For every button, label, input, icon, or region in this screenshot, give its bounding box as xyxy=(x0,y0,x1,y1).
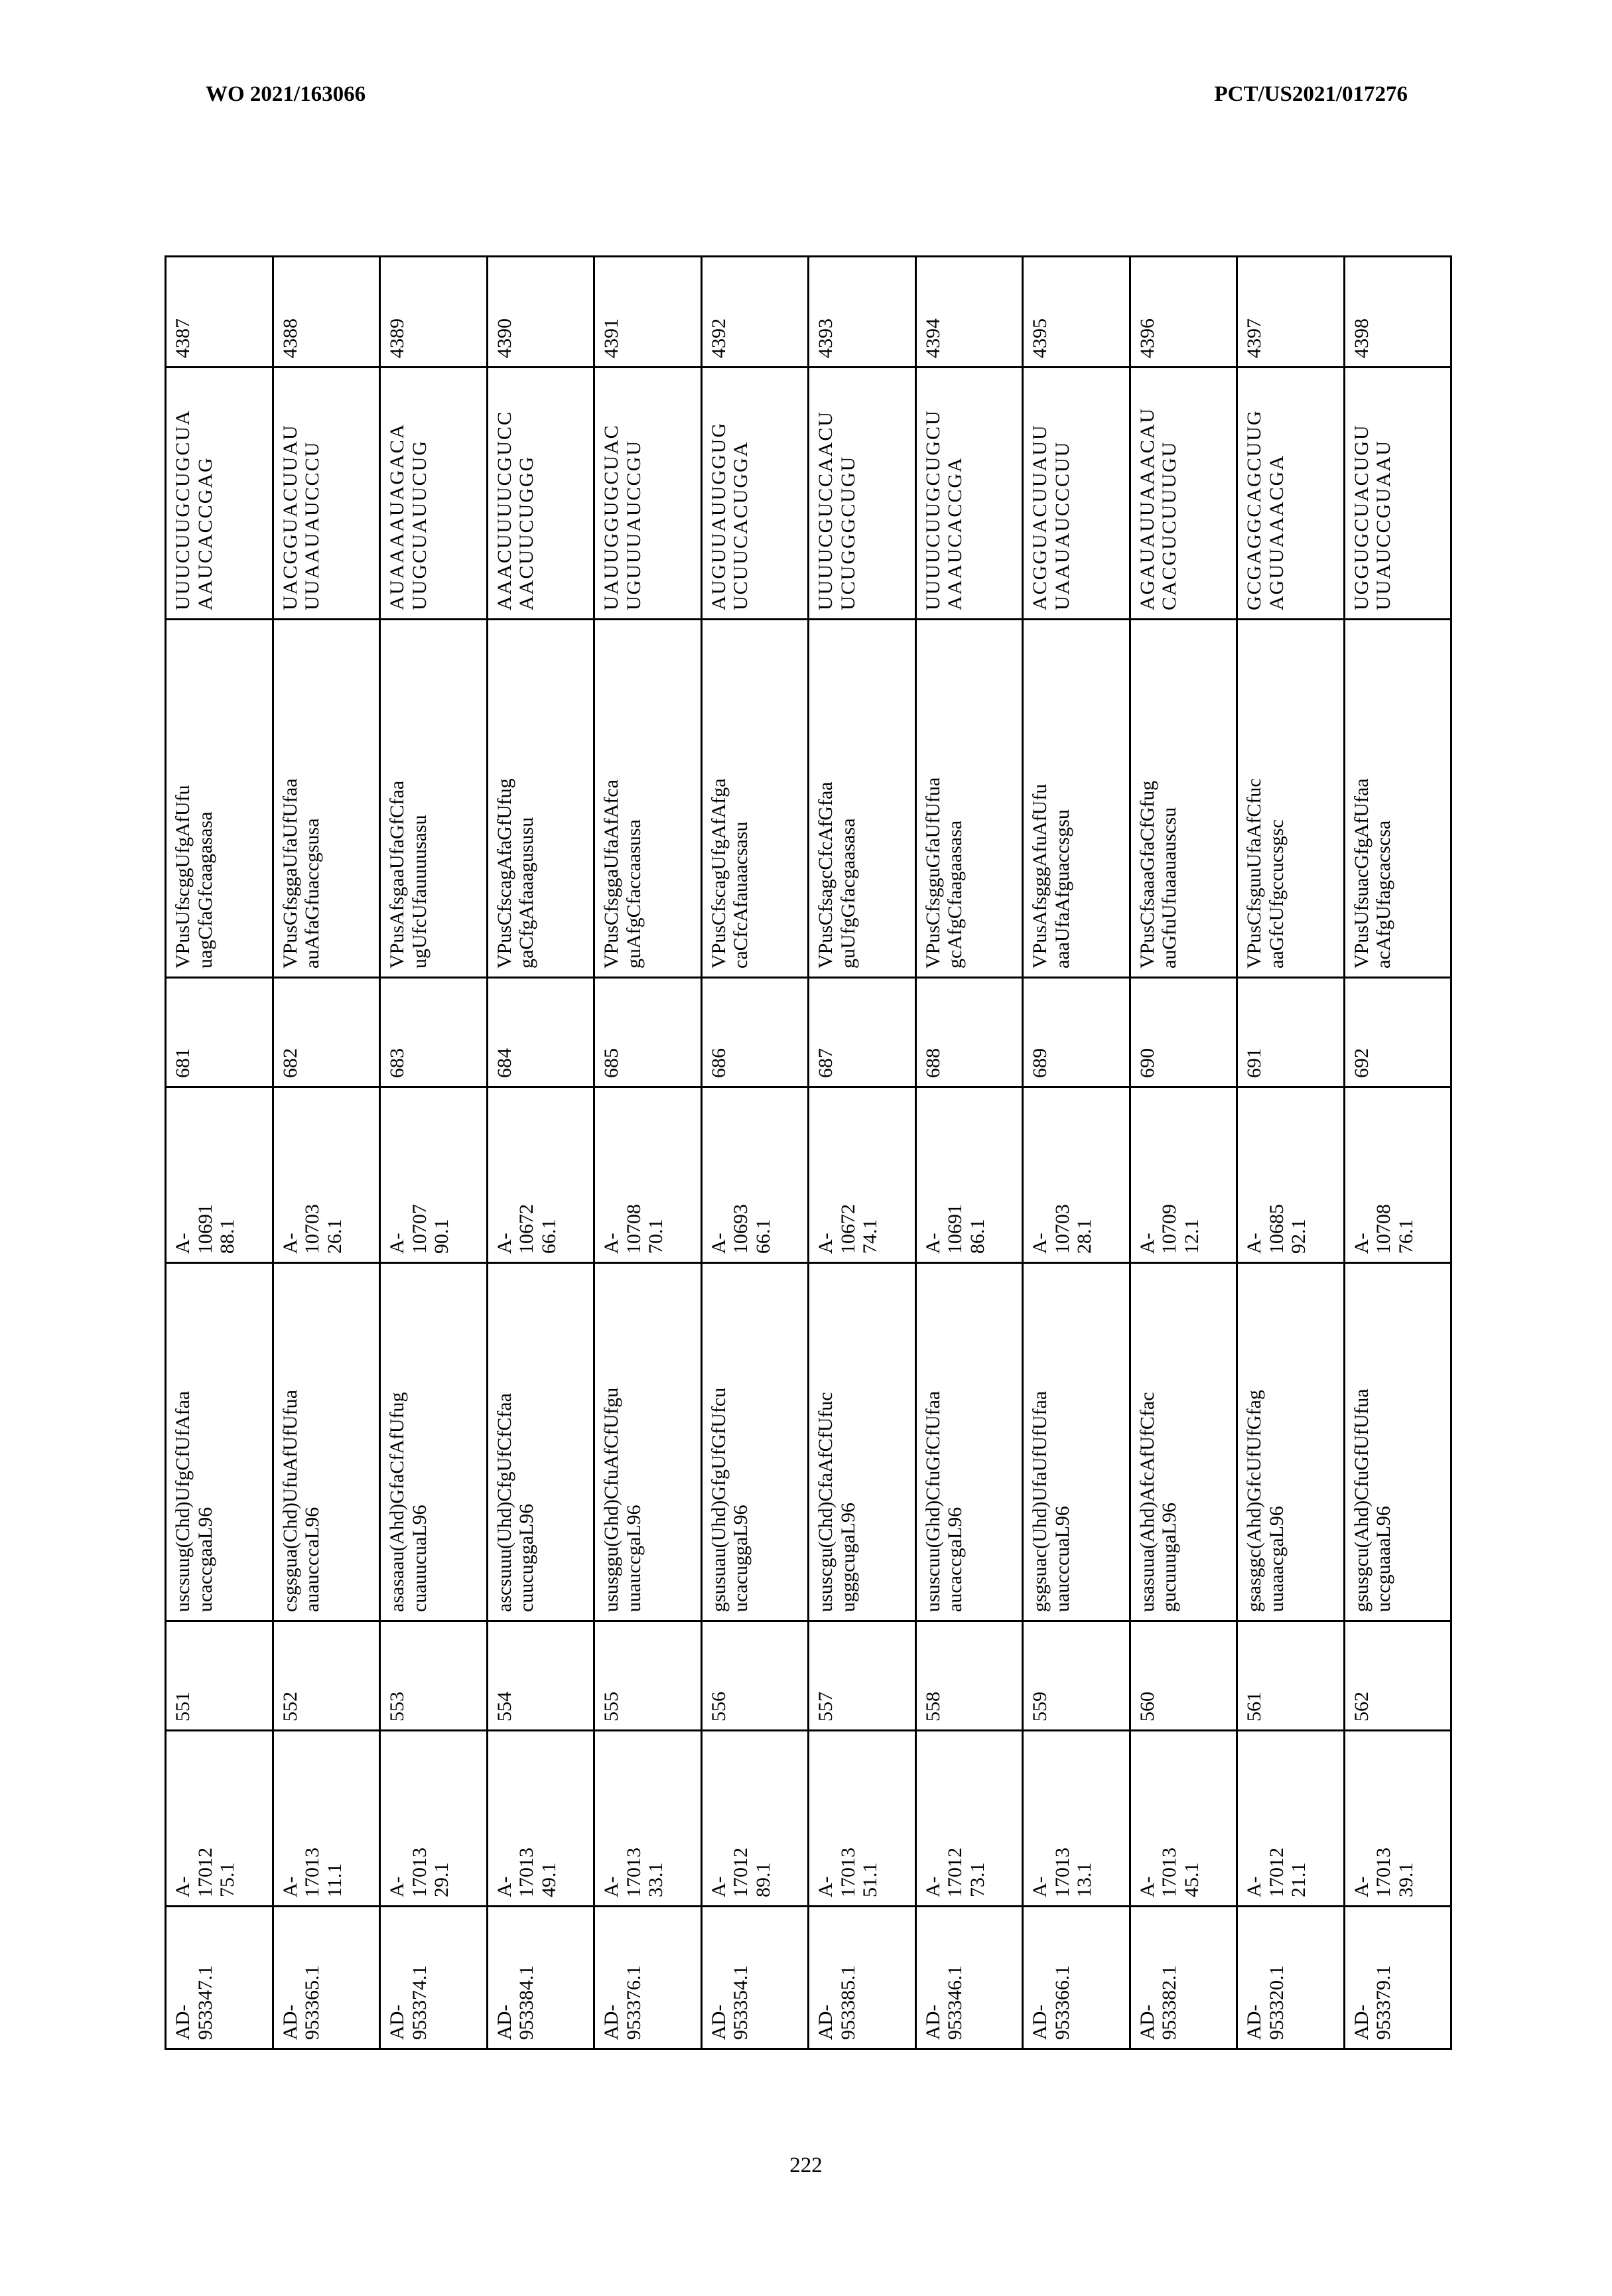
sense-sequence-cell: uscsuug(Chd)UfgCfUfAfaa ucaccgaaL96 xyxy=(166,1263,273,1621)
table-row xyxy=(273,257,380,2049)
antisense-seq-id-cell: 688 xyxy=(915,978,1023,1087)
sense-oligo-id-cell: A- 17013 39.1 xyxy=(1344,1731,1451,1907)
target-seq-id-cell: 4391 xyxy=(594,257,702,368)
target-seq-id-cell: 4389 xyxy=(380,257,488,368)
sense-seq-id-cell: 557 xyxy=(809,1621,916,1731)
table-row xyxy=(701,257,809,2049)
table-row xyxy=(594,257,702,2049)
table-row xyxy=(1130,257,1237,2049)
antisense-seq-id-cell: 686 xyxy=(701,978,809,1087)
sense-oligo-id-cell: A- 17013 49.1 xyxy=(487,1731,594,1907)
sense-seq-id-cell: 562 xyxy=(1344,1621,1451,1731)
table-row xyxy=(380,257,488,2049)
page-header xyxy=(206,82,1408,107)
table-row xyxy=(1023,257,1130,2049)
duplex-name-cell: AD- 953374.1 xyxy=(380,1907,488,2049)
sense-oligo-id-cell: A- 17013 51.1 xyxy=(809,1731,916,1907)
sense-seq-id-cell: 558 xyxy=(915,1621,1023,1731)
antisense-sequence-cell: VPusCfsaaaGfaCfGfug auGfuUfuaauauscsu xyxy=(1130,620,1237,978)
target-sequence-cell: GCGAGGCAGCUUG AGUUAAACGA xyxy=(1237,368,1345,620)
sense-seq-id-cell: 561 xyxy=(1237,1621,1345,1731)
sense-seq-id-cell: 555 xyxy=(594,1621,702,1731)
table-row xyxy=(487,257,594,2049)
target-sequence-cell: AGAUAUUAAACAU CACGUCUUUGU xyxy=(1130,368,1237,620)
rotated-table-area xyxy=(165,257,1450,2050)
antisense-sequence-cell: VPusCfscagUfgAfAfga caCfcAfauaacsasu xyxy=(701,620,809,978)
duplex-name-cell: AD- 953384.1 xyxy=(487,1907,594,2049)
antisense-sequence-cell: VPusUfsuacGfgAfUfaa acAfgUfagcacscsa xyxy=(1344,620,1451,978)
sense-sequence-cell: gsusgcu(Ahd)CfuGfUfUfua uccguaaaL96 xyxy=(1344,1263,1451,1621)
antisense-sequence-cell: VPusCfsguuUfaAfCfuc aaGfcUfgccucsgsc xyxy=(1237,620,1345,978)
antisense-seq-id-cell: 687 xyxy=(809,978,916,1087)
antisense-seq-id-cell: 689 xyxy=(1023,978,1130,1087)
target-seq-id-cell: 4398 xyxy=(1344,257,1451,368)
target-seq-id-cell: 4387 xyxy=(166,257,273,368)
table-row xyxy=(166,257,273,2049)
sense-oligo-id-cell: A- 17012 75.1 xyxy=(166,1731,273,1907)
duplex-name-cell: AD- 953385.1 xyxy=(809,1907,916,2049)
antisense-sequence-cell: VPusCfscagAfaGfUfug gaCfgAfaaagususu xyxy=(487,620,594,978)
sense-sequence-cell: asasaau(Ahd)GfaCfAfUfug cuauucuaL96 xyxy=(380,1263,488,1621)
sense-oligo-id-cell: A- 17012 21.1 xyxy=(1237,1731,1345,1907)
duplex-name-cell: AD- 953365.1 xyxy=(273,1907,380,2049)
table-row xyxy=(915,257,1023,2049)
target-seq-id-cell: 4395 xyxy=(1023,257,1130,368)
antisense-seq-id-cell: 684 xyxy=(487,978,594,1087)
antisense-seq-id-cell: 685 xyxy=(594,978,702,1087)
table-row xyxy=(1344,257,1451,2049)
antisense-seq-id-cell: 682 xyxy=(273,978,380,1087)
target-seq-id-cell: 4388 xyxy=(273,257,380,368)
antisense-oligo-id-cell: A- 10708 76.1 xyxy=(1344,1087,1451,1263)
sense-seq-id-cell: 560 xyxy=(1130,1621,1237,1731)
sense-sequence-cell: ususcuu(Ghd)CfuGfCfUfaa aucaccgaL96 xyxy=(915,1263,1023,1621)
antisense-sequence-cell: VPusAfsgaaUfaGfCfaa ugUfcUfauuuusasu xyxy=(380,620,488,978)
target-sequence-cell: UUUUCGUCCAACU UCUGGGCUGU xyxy=(809,368,916,620)
sense-oligo-id-cell: A- 17012 73.1 xyxy=(915,1731,1023,1907)
duplex-name-cell: AD- 953347.1 xyxy=(166,1907,273,2049)
application-number: PCT/US2021/017276 xyxy=(1214,82,1408,106)
sense-oligo-id-cell: A- 17013 11.1 xyxy=(273,1731,380,1907)
sense-seq-id-cell: 552 xyxy=(273,1621,380,1731)
sense-oligo-id-cell: A- 17013 33.1 xyxy=(594,1731,702,1907)
antisense-sequence-cell: VPusUfscggUfgAfUfu uagCfaGfcaagasasa xyxy=(166,620,273,978)
antisense-seq-id-cell: 692 xyxy=(1344,978,1451,1087)
antisense-seq-id-cell: 683 xyxy=(380,978,488,1087)
sense-seq-id-cell: 551 xyxy=(166,1621,273,1731)
target-sequence-cell: AUGUUAUUGGUG UCUUCACUGGA xyxy=(701,368,809,620)
antisense-oligo-id-cell: A- 10685 92.1 xyxy=(1237,1087,1345,1263)
antisense-sequence-cell: VPusCfsgguGfaUfUfua gcAfgCfaagaasasa xyxy=(915,620,1023,978)
antisense-oligo-id-cell: A- 10691 88.1 xyxy=(166,1087,273,1263)
sense-seq-id-cell: 556 xyxy=(701,1621,809,1731)
target-sequence-cell: AUAAAAUAGACA UUGCUAUUCUG xyxy=(380,368,488,620)
antisense-sequence-cell: VPusGfsggaUfaUfUfaa auAfaGfuaccgsusa xyxy=(273,620,380,978)
sense-sequence-cell: usasuua(Ahd)AfcAfUfCfac gucuuugaL96 xyxy=(1130,1263,1237,1621)
antisense-oligo-id-cell: A- 10691 86.1 xyxy=(915,1087,1023,1263)
antisense-seq-id-cell: 690 xyxy=(1130,978,1237,1087)
page-number: 222 xyxy=(789,2153,823,2177)
sense-sequence-cell: ususcgu(Chd)CfaAfCfUfuc ugggcugaL96 xyxy=(809,1263,916,1621)
table-row xyxy=(1237,257,1345,2049)
antisense-oligo-id-cell: A- 10672 66.1 xyxy=(487,1087,594,1263)
sense-oligo-id-cell: A- 17013 13.1 xyxy=(1023,1731,1130,1907)
publication-number: WO 2021/163066 xyxy=(206,82,366,106)
target-seq-id-cell: 4397 xyxy=(1237,257,1345,368)
target-seq-id-cell: 4396 xyxy=(1130,257,1237,368)
target-sequence-cell: AAACUUUUCGUCC AACUUCUGGG xyxy=(487,368,594,620)
sense-oligo-id-cell: A- 17013 29.1 xyxy=(380,1731,488,1907)
sense-oligo-id-cell: A- 17013 45.1 xyxy=(1130,1731,1237,1907)
target-seq-id-cell: 4394 xyxy=(915,257,1023,368)
duplex-name-cell: AD- 953382.1 xyxy=(1130,1907,1237,2049)
target-sequence-cell: UGGUGCUACUGU UUAUCCGUAAU xyxy=(1344,368,1451,620)
sense-sequence-cell: ususggu(Ghd)CfuAfCfUfgu uuauccgaL96 xyxy=(594,1263,702,1621)
sense-seq-id-cell: 553 xyxy=(380,1621,488,1731)
sense-oligo-id-cell: A- 17012 89.1 xyxy=(701,1731,809,1907)
antisense-oligo-id-cell: A- 10708 70.1 xyxy=(594,1087,702,1263)
sense-sequence-cell: csgsgua(Chd)UfuAfUfUfua auaucccaL96 xyxy=(273,1263,380,1621)
sequence-table xyxy=(165,255,1452,2050)
antisense-oligo-id-cell: A- 10672 74.1 xyxy=(809,1087,916,1263)
duplex-name-cell: AD- 953354.1 xyxy=(701,1907,809,2049)
antisense-sequence-cell: VPusAfsgggAfuAfUfu aaaUfaAfguaccsgsu xyxy=(1023,620,1130,978)
sense-sequence-cell: gsasggc(Ahd)GfcUfUfGfag uuaaacgaL96 xyxy=(1237,1263,1345,1621)
sense-sequence-cell: gsusuau(Uhd)GfgUfGfUfcu ucacuggaL96 xyxy=(701,1263,809,1621)
sense-sequence-cell: gsgsuac(Uhd)UfaUfUfUfaa uaucccuaL96 xyxy=(1023,1263,1130,1621)
sense-seq-id-cell: 559 xyxy=(1023,1621,1130,1731)
antisense-oligo-id-cell: A- 10693 66.1 xyxy=(701,1087,809,1263)
duplex-name-cell: AD- 953379.1 xyxy=(1344,1907,1451,2049)
antisense-seq-id-cell: 691 xyxy=(1237,978,1345,1087)
duplex-name-cell: AD- 953366.1 xyxy=(1023,1907,1130,2049)
antisense-oligo-id-cell: A- 10703 28.1 xyxy=(1023,1087,1130,1263)
target-seq-id-cell: 4390 xyxy=(487,257,594,368)
duplex-name-cell: AD- 953376.1 xyxy=(594,1907,702,2049)
antisense-oligo-id-cell: A- 10703 26.1 xyxy=(273,1087,380,1263)
target-sequence-cell: UACGGUACUUAU UUAAUAUCCCU xyxy=(273,368,380,620)
table-row xyxy=(809,257,916,2049)
duplex-name-cell: AD- 953346.1 xyxy=(915,1907,1023,2049)
target-sequence-cell: UUUCUUGCUGCUA AAUCACCGAG xyxy=(166,368,273,620)
duplex-name-cell: AD- 953320.1 xyxy=(1237,1907,1345,2049)
target-sequence-cell: UAUUGGUGCUAC UGUUUAUCCGU xyxy=(594,368,702,620)
antisense-sequence-cell: VPusCfsagcCfcAfGfaa guUfgGfacgaasasa xyxy=(809,620,916,978)
sense-sequence-cell: ascsuuu(Uhd)CfgUfCfCfaa cuucuggaL96 xyxy=(487,1263,594,1621)
sense-seq-id-cell: 554 xyxy=(487,1621,594,1731)
target-sequence-cell: UUUUCUUGCUGCU AAAUCACCGA xyxy=(915,368,1023,620)
target-seq-id-cell: 4393 xyxy=(809,257,916,368)
antisense-seq-id-cell: 681 xyxy=(166,978,273,1087)
antisense-oligo-id-cell: A- 10707 90.1 xyxy=(380,1087,488,1263)
antisense-oligo-id-cell: A- 10709 12.1 xyxy=(1130,1087,1237,1263)
target-sequence-cell: ACGGUACUUAUU UAAUAUCCCUU xyxy=(1023,368,1130,620)
antisense-sequence-cell: VPusCfsggaUfaAfAfca guAfgCfaccaasusa xyxy=(594,620,702,978)
sequence-table-body xyxy=(166,257,1451,2049)
target-seq-id-cell: 4392 xyxy=(701,257,809,368)
